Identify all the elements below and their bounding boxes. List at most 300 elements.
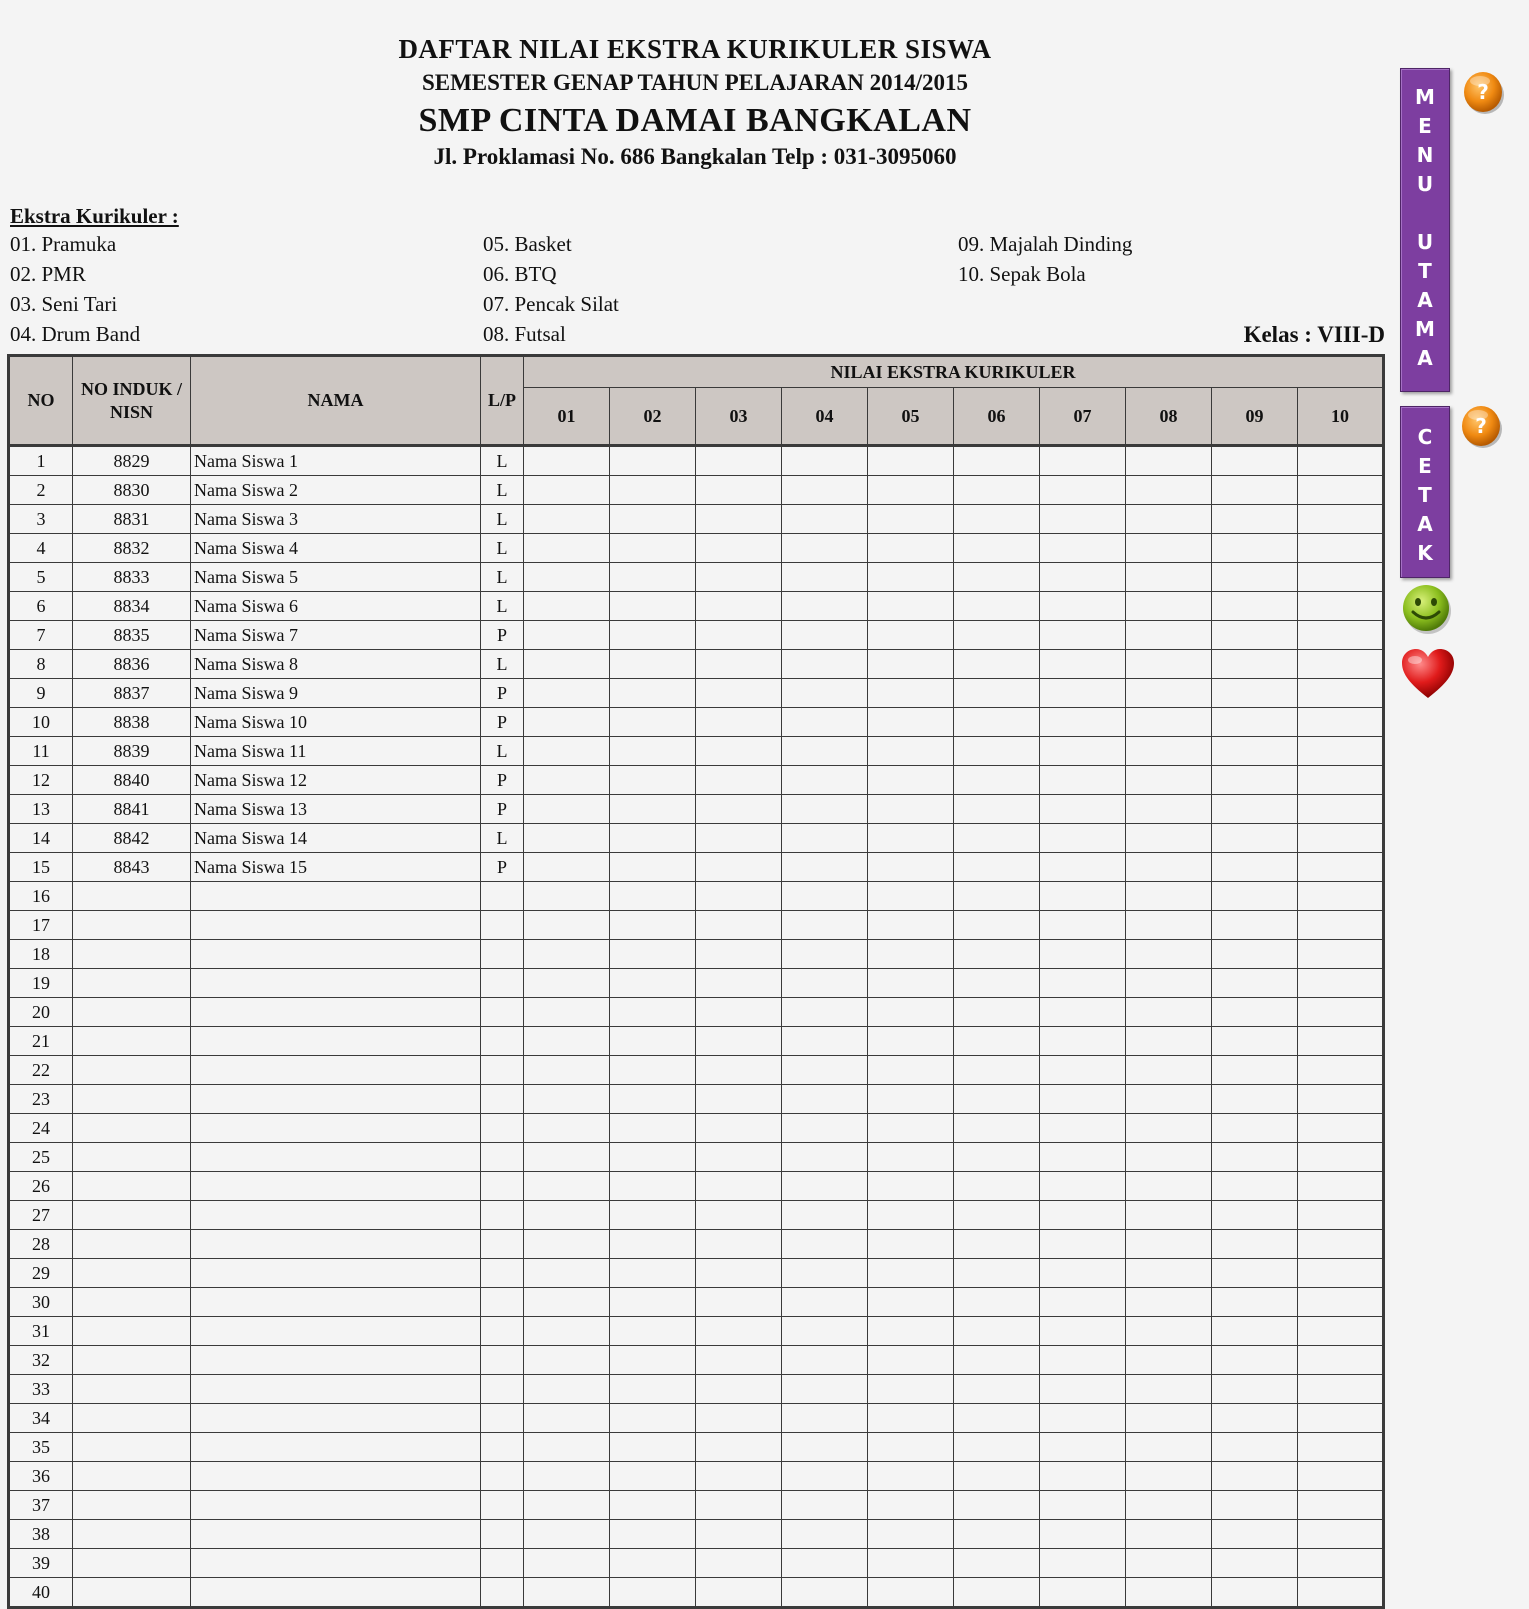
cell-lp[interactable] xyxy=(481,1027,524,1056)
cell-nilai[interactable] xyxy=(954,1549,1040,1578)
cell-nilai[interactable] xyxy=(610,766,696,795)
cell-nisn[interactable]: 8832 xyxy=(73,534,191,563)
cell-nama[interactable] xyxy=(191,1520,481,1549)
cell-nilai[interactable] xyxy=(696,1085,782,1114)
cell-lp[interactable] xyxy=(481,1375,524,1404)
cell-nilai[interactable] xyxy=(1212,679,1298,708)
cell-nilai[interactable] xyxy=(696,940,782,969)
cell-nama[interactable] xyxy=(191,1056,481,1085)
cetak-button[interactable] xyxy=(1400,406,1450,578)
cell-nilai[interactable] xyxy=(610,1549,696,1578)
cell-nilai[interactable] xyxy=(524,1288,610,1317)
cell-nilai[interactable] xyxy=(610,563,696,592)
cell-nisn[interactable] xyxy=(73,1491,191,1520)
cell-nilai[interactable] xyxy=(868,534,954,563)
cell-nilai[interactable] xyxy=(524,1027,610,1056)
cell-nilai[interactable] xyxy=(1298,969,1384,998)
cell-nama[interactable] xyxy=(191,969,481,998)
cell-nilai[interactable] xyxy=(1298,1404,1384,1433)
cell-lp[interactable] xyxy=(481,1056,524,1085)
cell-nilai[interactable] xyxy=(1212,795,1298,824)
cell-nilai[interactable] xyxy=(610,1201,696,1230)
cell-nilai[interactable] xyxy=(868,1172,954,1201)
cell-nilai[interactable] xyxy=(1126,1491,1212,1520)
cell-nilai[interactable] xyxy=(696,1317,782,1346)
cell-nilai[interactable] xyxy=(1298,1433,1384,1462)
cell-nilai[interactable] xyxy=(954,882,1040,911)
cell-lp[interactable] xyxy=(481,882,524,911)
cell-nilai[interactable] xyxy=(782,1520,868,1549)
cell-no[interactable]: 5 xyxy=(9,563,73,592)
cell-nilai[interactable] xyxy=(782,1491,868,1520)
cell-nilai[interactable] xyxy=(1126,1375,1212,1404)
cell-nisn[interactable] xyxy=(73,1056,191,1085)
cell-nilai[interactable] xyxy=(1126,1172,1212,1201)
cell-nilai[interactable] xyxy=(696,650,782,679)
cell-nilai[interactable] xyxy=(782,1259,868,1288)
cell-nama[interactable] xyxy=(191,940,481,969)
cell-nilai[interactable] xyxy=(1040,1143,1126,1172)
cell-nilai[interactable] xyxy=(610,1085,696,1114)
cell-nilai[interactable] xyxy=(954,1056,1040,1085)
cell-nilai[interactable] xyxy=(696,592,782,621)
cell-nilai[interactable] xyxy=(1298,1027,1384,1056)
cell-nisn[interactable]: 8837 xyxy=(73,679,191,708)
cell-nilai[interactable] xyxy=(868,1230,954,1259)
cell-nilai[interactable] xyxy=(696,534,782,563)
cell-nilai[interactable] xyxy=(868,882,954,911)
cell-nilai[interactable] xyxy=(868,1462,954,1491)
cell-nilai[interactable] xyxy=(610,737,696,766)
cell-nilai[interactable] xyxy=(610,1288,696,1317)
cell-nisn[interactable]: 8840 xyxy=(73,766,191,795)
cell-nilai[interactable] xyxy=(954,1172,1040,1201)
cell-nisn[interactable] xyxy=(73,1201,191,1230)
cell-nilai[interactable] xyxy=(1298,621,1384,650)
cell-nama[interactable] xyxy=(191,1027,481,1056)
cell-nilai[interactable] xyxy=(696,766,782,795)
cell-no[interactable]: 14 xyxy=(9,824,73,853)
help-icon[interactable] xyxy=(1462,68,1506,116)
cell-nilai[interactable] xyxy=(1040,969,1126,998)
cell-nilai[interactable] xyxy=(954,1143,1040,1172)
cell-no[interactable]: 27 xyxy=(9,1201,73,1230)
cell-nilai[interactable] xyxy=(954,1288,1040,1317)
cell-nisn[interactable] xyxy=(73,998,191,1027)
cell-nilai[interactable] xyxy=(524,1143,610,1172)
cell-nilai[interactable] xyxy=(696,1114,782,1143)
cell-nilai[interactable] xyxy=(524,1317,610,1346)
cell-nilai[interactable] xyxy=(1040,650,1126,679)
cell-nisn[interactable] xyxy=(73,1346,191,1375)
cell-nilai[interactable] xyxy=(868,621,954,650)
cell-nilai[interactable] xyxy=(1212,1230,1298,1259)
cell-nilai[interactable] xyxy=(782,650,868,679)
cell-nilai[interactable] xyxy=(1126,1259,1212,1288)
cell-nilai[interactable] xyxy=(868,1346,954,1375)
cell-nilai[interactable] xyxy=(1212,650,1298,679)
cell-nilai[interactable] xyxy=(868,969,954,998)
cell-no[interactable]: 8 xyxy=(9,650,73,679)
cell-nilai[interactable] xyxy=(610,446,696,476)
cell-nilai[interactable] xyxy=(696,679,782,708)
cell-nilai[interactable] xyxy=(524,1433,610,1462)
cell-nilai[interactable] xyxy=(1298,505,1384,534)
cell-nilai[interactable] xyxy=(696,911,782,940)
cell-nisn[interactable]: 8834 xyxy=(73,592,191,621)
cell-nilai[interactable] xyxy=(782,476,868,505)
cell-nilai[interactable] xyxy=(610,1578,696,1608)
cell-nilai[interactable] xyxy=(524,1375,610,1404)
cell-no[interactable]: 3 xyxy=(9,505,73,534)
cell-nilai[interactable] xyxy=(1040,1433,1126,1462)
cell-nilai[interactable] xyxy=(524,446,610,476)
cell-nilai[interactable] xyxy=(954,969,1040,998)
cell-lp[interactable] xyxy=(481,1433,524,1462)
cell-nilai[interactable] xyxy=(1212,853,1298,882)
cell-no[interactable]: 12 xyxy=(9,766,73,795)
cell-nama[interactable] xyxy=(191,1375,481,1404)
cell-nama[interactable]: Nama Siswa 3 xyxy=(191,505,481,534)
cell-nilai[interactable] xyxy=(696,476,782,505)
cell-nilai[interactable] xyxy=(1040,998,1126,1027)
cell-nilai[interactable] xyxy=(1040,766,1126,795)
cell-nilai[interactable] xyxy=(1040,1172,1126,1201)
cell-nilai[interactable] xyxy=(954,1259,1040,1288)
cell-nilai[interactable] xyxy=(696,1491,782,1520)
cell-lp[interactable] xyxy=(481,1317,524,1346)
cell-nilai[interactable] xyxy=(696,1578,782,1608)
cell-nilai[interactable] xyxy=(610,795,696,824)
cell-nilai[interactable] xyxy=(524,1172,610,1201)
cell-nilai[interactable] xyxy=(1212,766,1298,795)
cell-nilai[interactable] xyxy=(782,563,868,592)
cell-no[interactable]: 35 xyxy=(9,1433,73,1462)
cell-no[interactable]: 38 xyxy=(9,1520,73,1549)
cell-nilai[interactable] xyxy=(1126,766,1212,795)
cell-nisn[interactable] xyxy=(73,911,191,940)
cell-nama[interactable]: Nama Siswa 2 xyxy=(191,476,481,505)
cell-nilai[interactable] xyxy=(696,1027,782,1056)
cell-lp[interactable]: L xyxy=(481,563,524,592)
cell-nilai[interactable] xyxy=(868,1491,954,1520)
cell-nilai[interactable] xyxy=(868,1201,954,1230)
cell-nilai[interactable] xyxy=(1298,1317,1384,1346)
cell-nilai[interactable] xyxy=(1298,446,1384,476)
cell-no[interactable]: 32 xyxy=(9,1346,73,1375)
cell-nilai[interactable] xyxy=(1126,1056,1212,1085)
cell-nilai[interactable] xyxy=(1298,1201,1384,1230)
cell-nilai[interactable] xyxy=(1040,940,1126,969)
cell-lp[interactable]: L xyxy=(481,650,524,679)
cell-nilai[interactable] xyxy=(782,1288,868,1317)
cell-nilai[interactable] xyxy=(1298,998,1384,1027)
cell-nilai[interactable] xyxy=(1126,1201,1212,1230)
cell-nilai[interactable] xyxy=(1040,853,1126,882)
cell-nilai[interactable] xyxy=(868,1549,954,1578)
cell-nilai[interactable] xyxy=(524,1056,610,1085)
cell-lp[interactable] xyxy=(481,1520,524,1549)
cell-nilai[interactable] xyxy=(524,679,610,708)
cell-nilai[interactable] xyxy=(1126,446,1212,476)
cell-nilai[interactable] xyxy=(524,1259,610,1288)
cell-nilai[interactable] xyxy=(954,1433,1040,1462)
cell-nilai[interactable] xyxy=(782,505,868,534)
cell-nilai[interactable] xyxy=(524,592,610,621)
cell-lp[interactable] xyxy=(481,1549,524,1578)
cell-nilai[interactable] xyxy=(954,505,1040,534)
cell-nilai[interactable] xyxy=(1040,1462,1126,1491)
cell-nilai[interactable] xyxy=(1298,1056,1384,1085)
cell-nilai[interactable] xyxy=(1040,1027,1126,1056)
cell-lp[interactable] xyxy=(481,1578,524,1608)
cell-lp[interactable]: L xyxy=(481,737,524,766)
cell-nilai[interactable] xyxy=(868,679,954,708)
cell-nilai[interactable] xyxy=(1126,737,1212,766)
cell-nilai[interactable] xyxy=(1298,1375,1384,1404)
cell-nilai[interactable] xyxy=(610,476,696,505)
cell-nilai[interactable] xyxy=(868,1433,954,1462)
cell-nilai[interactable] xyxy=(524,1201,610,1230)
cell-nisn[interactable] xyxy=(73,1288,191,1317)
cell-nilai[interactable] xyxy=(1212,446,1298,476)
cell-nilai[interactable] xyxy=(610,1433,696,1462)
cell-nilai[interactable] xyxy=(954,476,1040,505)
cell-no[interactable]: 40 xyxy=(9,1578,73,1608)
cell-lp[interactable] xyxy=(481,1172,524,1201)
cell-nilai[interactable] xyxy=(1212,1346,1298,1375)
cell-nilai[interactable] xyxy=(524,940,610,969)
cell-nilai[interactable] xyxy=(868,563,954,592)
cell-nilai[interactable] xyxy=(1126,940,1212,969)
cell-nisn[interactable] xyxy=(73,1375,191,1404)
cell-no[interactable]: 15 xyxy=(9,853,73,882)
cell-nama[interactable] xyxy=(191,1085,481,1114)
cell-nilai[interactable] xyxy=(1040,1404,1126,1433)
cell-nilai[interactable] xyxy=(954,795,1040,824)
cell-nilai[interactable] xyxy=(782,1404,868,1433)
cell-nilai[interactable] xyxy=(696,621,782,650)
cell-nisn[interactable] xyxy=(73,1462,191,1491)
cell-lp[interactable]: P xyxy=(481,795,524,824)
cell-nilai[interactable] xyxy=(524,824,610,853)
cell-nilai[interactable] xyxy=(1298,1462,1384,1491)
cell-nilai[interactable] xyxy=(696,795,782,824)
cell-nilai[interactable] xyxy=(1040,1056,1126,1085)
cell-no[interactable]: 28 xyxy=(9,1230,73,1259)
cell-nilai[interactable] xyxy=(1298,1114,1384,1143)
cell-no[interactable]: 7 xyxy=(9,621,73,650)
cell-nilai[interactable] xyxy=(610,1317,696,1346)
cell-nilai[interactable] xyxy=(696,1259,782,1288)
cell-nisn[interactable] xyxy=(73,1230,191,1259)
cell-nilai[interactable] xyxy=(782,824,868,853)
cell-no[interactable]: 37 xyxy=(9,1491,73,1520)
cell-nilai[interactable] xyxy=(868,1404,954,1433)
cell-nama[interactable]: Nama Siswa 4 xyxy=(191,534,481,563)
cell-nilai[interactable] xyxy=(1040,534,1126,563)
cell-nilai[interactable] xyxy=(782,1056,868,1085)
cell-nilai[interactable] xyxy=(954,1085,1040,1114)
cell-nilai[interactable] xyxy=(1126,1085,1212,1114)
cell-no[interactable]: 30 xyxy=(9,1288,73,1317)
cell-no[interactable]: 10 xyxy=(9,708,73,737)
cell-nilai[interactable] xyxy=(868,911,954,940)
cell-nilai[interactable] xyxy=(1040,737,1126,766)
cell-nilai[interactable] xyxy=(868,592,954,621)
cell-nilai[interactable] xyxy=(610,1259,696,1288)
cell-nilai[interactable] xyxy=(954,940,1040,969)
cell-nilai[interactable] xyxy=(696,1520,782,1549)
cell-nilai[interactable] xyxy=(1126,1404,1212,1433)
cell-nilai[interactable] xyxy=(1298,853,1384,882)
cell-nilai[interactable] xyxy=(1040,1317,1126,1346)
cell-nilai[interactable] xyxy=(1126,1578,1212,1608)
cell-nilai[interactable] xyxy=(1040,446,1126,476)
cell-nilai[interactable] xyxy=(610,1404,696,1433)
cell-nilai[interactable] xyxy=(868,1288,954,1317)
cell-nilai[interactable] xyxy=(1040,621,1126,650)
cell-no[interactable]: 24 xyxy=(9,1114,73,1143)
cell-nilai[interactable] xyxy=(954,1027,1040,1056)
cell-nilai[interactable] xyxy=(610,882,696,911)
cell-nilai[interactable] xyxy=(782,1085,868,1114)
cell-nama[interactable] xyxy=(191,1230,481,1259)
cell-no[interactable]: 33 xyxy=(9,1375,73,1404)
cell-nilai[interactable] xyxy=(524,853,610,882)
cell-nilai[interactable] xyxy=(696,446,782,476)
cell-nilai[interactable] xyxy=(868,940,954,969)
cell-nilai[interactable] xyxy=(610,1346,696,1375)
cell-nilai[interactable] xyxy=(782,621,868,650)
cell-nilai[interactable] xyxy=(1126,621,1212,650)
cell-nisn[interactable]: 8829 xyxy=(73,446,191,476)
cell-nilai[interactable] xyxy=(1212,1143,1298,1172)
cell-nilai[interactable] xyxy=(868,446,954,476)
cell-nisn[interactable] xyxy=(73,1085,191,1114)
cell-nilai[interactable] xyxy=(610,1462,696,1491)
cell-nilai[interactable] xyxy=(782,911,868,940)
cell-lp[interactable]: L xyxy=(481,505,524,534)
cell-nisn[interactable]: 8833 xyxy=(73,563,191,592)
cell-nisn[interactable] xyxy=(73,882,191,911)
cell-nilai[interactable] xyxy=(524,766,610,795)
cell-nilai[interactable] xyxy=(1212,1317,1298,1346)
cell-nilai[interactable] xyxy=(1040,563,1126,592)
cell-nilai[interactable] xyxy=(1298,592,1384,621)
cell-nilai[interactable] xyxy=(954,563,1040,592)
cell-nilai[interactable] xyxy=(954,1201,1040,1230)
cell-nisn[interactable] xyxy=(73,1404,191,1433)
cell-nilai[interactable] xyxy=(524,1346,610,1375)
cell-lp[interactable]: P xyxy=(481,853,524,882)
cell-lp[interactable] xyxy=(481,1404,524,1433)
cell-nilai[interactable] xyxy=(524,621,610,650)
cell-nisn[interactable] xyxy=(73,1520,191,1549)
cell-nama[interactable] xyxy=(191,1259,481,1288)
cell-lp[interactable] xyxy=(481,1259,524,1288)
cell-nilai[interactable] xyxy=(1212,737,1298,766)
cell-nilai[interactable] xyxy=(1040,1230,1126,1259)
cell-nilai[interactable] xyxy=(868,650,954,679)
cell-nama[interactable]: Nama Siswa 1 xyxy=(191,446,481,476)
cell-nilai[interactable] xyxy=(1298,650,1384,679)
cell-nilai[interactable] xyxy=(696,1404,782,1433)
cell-nilai[interactable] xyxy=(1040,1114,1126,1143)
cell-nilai[interactable] xyxy=(782,1027,868,1056)
cell-lp[interactable] xyxy=(481,1085,524,1114)
cell-nilai[interactable] xyxy=(954,1114,1040,1143)
cell-nilai[interactable] xyxy=(1040,824,1126,853)
cell-no[interactable]: 23 xyxy=(9,1085,73,1114)
cell-nilai[interactable] xyxy=(1212,1433,1298,1462)
cell-no[interactable]: 20 xyxy=(9,998,73,1027)
cell-nilai[interactable] xyxy=(1298,1549,1384,1578)
cell-nilai[interactable] xyxy=(1298,1230,1384,1259)
cell-nama[interactable] xyxy=(191,1346,481,1375)
cell-lp[interactable]: L xyxy=(481,592,524,621)
cell-nilai[interactable] xyxy=(524,1404,610,1433)
cell-nisn[interactable]: 8835 xyxy=(73,621,191,650)
cell-nilai[interactable] xyxy=(524,795,610,824)
cell-nama[interactable] xyxy=(191,1578,481,1608)
cell-nilai[interactable] xyxy=(696,1288,782,1317)
cell-nilai[interactable] xyxy=(610,969,696,998)
cell-nilai[interactable] xyxy=(1040,882,1126,911)
cell-nilai[interactable] xyxy=(1040,679,1126,708)
cell-nama[interactable] xyxy=(191,998,481,1027)
cell-lp[interactable] xyxy=(481,1143,524,1172)
cell-nilai[interactable] xyxy=(1126,505,1212,534)
cell-nama[interactable] xyxy=(191,1114,481,1143)
cell-nilai[interactable] xyxy=(696,1433,782,1462)
cell-lp[interactable]: P xyxy=(481,621,524,650)
cell-no[interactable]: 36 xyxy=(9,1462,73,1491)
cell-nilai[interactable] xyxy=(1212,1056,1298,1085)
cell-nilai[interactable] xyxy=(1126,824,1212,853)
cell-nilai[interactable] xyxy=(1040,476,1126,505)
cell-nilai[interactable] xyxy=(1212,1549,1298,1578)
cell-nilai[interactable] xyxy=(868,1317,954,1346)
cell-nilai[interactable] xyxy=(1298,1578,1384,1608)
cell-nilai[interactable] xyxy=(1040,1201,1126,1230)
cell-nilai[interactable] xyxy=(524,563,610,592)
cell-nilai[interactable] xyxy=(1212,592,1298,621)
cell-nilai[interactable] xyxy=(954,1346,1040,1375)
cell-nilai[interactable] xyxy=(1212,1288,1298,1317)
cell-nisn[interactable] xyxy=(73,1317,191,1346)
cell-nilai[interactable] xyxy=(524,998,610,1027)
cell-nilai[interactable] xyxy=(610,1143,696,1172)
cell-nilai[interactable] xyxy=(954,1578,1040,1608)
cell-nilai[interactable] xyxy=(1040,1375,1126,1404)
cell-nilai[interactable] xyxy=(954,737,1040,766)
cell-nilai[interactable] xyxy=(610,505,696,534)
cell-nilai[interactable] xyxy=(782,708,868,737)
cell-nilai[interactable] xyxy=(1212,1375,1298,1404)
cell-nisn[interactable] xyxy=(73,1143,191,1172)
cell-nilai[interactable] xyxy=(868,1085,954,1114)
cell-nilai[interactable] xyxy=(524,1491,610,1520)
cell-nilai[interactable] xyxy=(696,969,782,998)
cell-lp[interactable]: P xyxy=(481,708,524,737)
cell-nilai[interactable] xyxy=(1040,911,1126,940)
cell-nilai[interactable] xyxy=(1212,911,1298,940)
cell-nilai[interactable] xyxy=(610,1491,696,1520)
cell-nilai[interactable] xyxy=(696,998,782,1027)
cell-nilai[interactable] xyxy=(954,1404,1040,1433)
cell-nilai[interactable] xyxy=(524,534,610,563)
